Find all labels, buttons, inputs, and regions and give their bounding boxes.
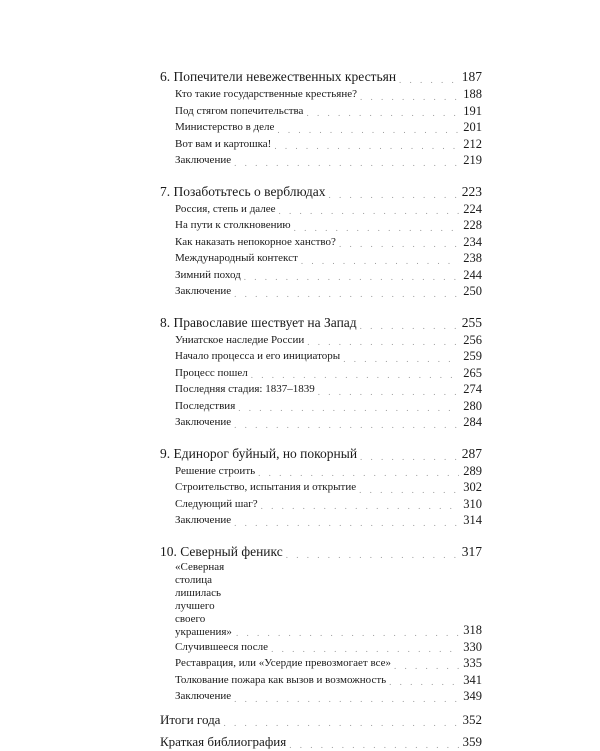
dot-leader <box>234 290 459 300</box>
section-title: Как наказать непокорное ханство? <box>175 235 336 248</box>
section-title: Заключение <box>175 690 232 702</box>
section-page-number: 302 <box>463 480 482 494</box>
dot-leader <box>318 388 459 398</box>
section-title: Начало процесса и его инициаторы <box>175 350 341 362</box>
toc-section[interactable] <box>160 332 482 349</box>
toc-section[interactable] <box>160 119 482 136</box>
section-page-number: 310 <box>463 496 482 511</box>
section-title: Реставрация, или «Усердие превозмогает все» <box>175 657 391 669</box>
toc-section[interactable] <box>160 283 482 300</box>
section-page-number: 265 <box>463 365 482 380</box>
section-page-number: 238 <box>463 251 482 265</box>
dot-leader <box>306 109 459 119</box>
toc-chapter-6[interactable] <box>160 68 482 86</box>
toc-section[interactable] <box>160 250 482 267</box>
section-page-number: 335 <box>463 656 482 670</box>
dot-leader <box>389 678 459 688</box>
dot-leader <box>307 338 459 348</box>
dot-leader <box>360 453 459 463</box>
section-title: Последствия <box>175 399 236 412</box>
section-page-number: 191 <box>463 103 482 118</box>
section-title: Международный контекст <box>175 252 298 264</box>
dot-leader <box>234 519 459 529</box>
chapter-title: 7. Позаботьтесь о верблюдах <box>160 183 326 199</box>
section-page-number: 280 <box>463 398 482 413</box>
toc-section[interactable] <box>160 136 482 153</box>
section-page-number: 259 <box>463 349 482 363</box>
section-page-number: 201 <box>463 120 482 134</box>
dot-leader <box>271 645 459 655</box>
section-title: Россия, степь и далее <box>175 202 276 215</box>
toc-section[interactable] <box>160 463 482 480</box>
toc-section[interactable] <box>160 655 482 672</box>
section-page-number: 244 <box>463 267 482 282</box>
chapter-page-number: 255 <box>461 314 482 330</box>
chapter-page-number: 223 <box>461 183 482 199</box>
section-title-line-2: лучшего своего украшения» <box>175 599 232 638</box>
toc-section[interactable] <box>160 512 482 529</box>
dot-leader <box>258 469 459 479</box>
toc-section[interactable] <box>160 348 482 365</box>
dot-leader <box>286 551 459 561</box>
toc-section[interactable] <box>160 496 482 513</box>
toc-section[interactable] <box>160 152 482 169</box>
toc-section[interactable] <box>160 365 482 382</box>
toc-back-matter-summary[interactable] <box>160 711 482 729</box>
section-title: Случившееся после <box>175 640 269 653</box>
section-title: Следующий шаг? <box>175 497 258 510</box>
chapter-page-number: 287 <box>461 445 482 461</box>
dot-leader <box>394 662 459 672</box>
dot-leader <box>289 741 459 751</box>
dot-leader <box>339 240 459 250</box>
toc-chapter-9[interactable] <box>160 445 482 463</box>
dot-leader <box>359 486 459 496</box>
toc-section[interactable] <box>160 381 482 398</box>
chapter-title: 8. Православие шествует на Запад <box>160 314 357 330</box>
section-title: Кто такие государственные крестьяне? <box>175 88 357 100</box>
back-matter-page-number: 352 <box>462 711 482 727</box>
chapter-page-number: 317 <box>461 543 482 559</box>
section-title-line-1: «Северная столица лишилась <box>175 560 225 599</box>
dot-leader <box>277 126 459 136</box>
toc-section[interactable] <box>160 201 482 218</box>
dot-leader <box>234 695 459 705</box>
section-page-number: 212 <box>463 136 482 151</box>
section-title: Заключение <box>175 154 232 166</box>
section-title: Процесс пошел <box>175 366 248 379</box>
section-page-number: 256 <box>463 332 482 347</box>
back-matter-title: Краткая библиография <box>160 733 287 749</box>
section-title: Вот вам и картошка! <box>175 137 272 150</box>
toc-section[interactable] <box>160 561 482 639</box>
toc-section[interactable] <box>160 688 482 705</box>
chapter-title: 9. Единорог буйный, но покорный <box>160 445 358 461</box>
section-page-number: 224 <box>463 201 482 216</box>
toc-section[interactable] <box>160 639 482 656</box>
dot-leader <box>261 502 459 512</box>
dot-leader <box>301 257 459 267</box>
dot-leader <box>399 76 459 86</box>
dot-leader <box>279 207 459 217</box>
toc-section[interactable] <box>160 267 482 284</box>
toc-section[interactable] <box>160 234 482 251</box>
back-matter-title: Итоги года <box>160 711 221 727</box>
toc-chapter-8[interactable] <box>160 314 482 332</box>
dot-leader <box>329 191 459 201</box>
dot-leader <box>343 355 459 365</box>
section-page-number: 289 <box>463 463 482 478</box>
section-title: Заключение <box>175 416 232 428</box>
toc-chapter-10[interactable] <box>160 543 482 561</box>
section-title: Под стягом попечительства <box>175 104 304 117</box>
toc-section[interactable] <box>160 86 482 103</box>
dot-leader <box>360 322 459 332</box>
chapter-title: 6. Попечители невежественных крестьян <box>160 69 397 84</box>
section-title <box>175 561 233 639</box>
section-title: Заключение <box>175 514 232 526</box>
chapter-page-number: 187 <box>461 69 482 84</box>
dot-leader <box>244 273 459 283</box>
toc-section[interactable] <box>160 672 482 689</box>
toc-section[interactable] <box>160 414 482 431</box>
section-title: Униатское наследие России <box>175 333 305 346</box>
back-matter-page-number: 359 <box>462 733 482 749</box>
section-page-number: 250 <box>463 284 482 298</box>
toc-back-matter-bibliography[interactable] <box>160 733 482 751</box>
section-page-number: 284 <box>463 415 482 429</box>
dot-leader <box>223 719 459 729</box>
section-title: Решение строить <box>175 464 256 477</box>
dot-leader <box>234 159 459 169</box>
dot-leader <box>251 371 459 381</box>
section-page-number: 314 <box>463 513 482 527</box>
section-page-number: 188 <box>463 87 482 101</box>
dot-leader <box>274 142 459 152</box>
toc-section[interactable] <box>160 398 482 415</box>
section-title: Строительство, испытания и открытие <box>175 481 357 493</box>
dot-leader <box>236 629 459 639</box>
toc-chapter-7[interactable] <box>160 183 482 201</box>
section-page-number: 228 <box>463 218 482 232</box>
section-page-number: 349 <box>463 689 482 703</box>
toc-section[interactable] <box>160 103 482 120</box>
section-title: Зимний поход <box>175 268 241 281</box>
section-page-number: 318 <box>463 623 482 637</box>
dot-leader <box>294 224 459 234</box>
section-page-number: 341 <box>463 672 482 687</box>
toc-section[interactable] <box>160 479 482 496</box>
section-title: Толкование пожара как вызов и возможность <box>175 673 387 686</box>
section-page-number: 234 <box>463 234 482 249</box>
section-page-number: 330 <box>463 639 482 654</box>
dot-leader <box>238 404 459 414</box>
toc-section[interactable] <box>160 217 482 234</box>
section-title: На пути к столкновению <box>175 219 291 231</box>
table-of-contents <box>160 68 482 751</box>
section-page-number: 219 <box>463 153 482 167</box>
section-page-number: 274 <box>463 382 482 396</box>
dot-leader <box>360 93 459 103</box>
dot-leader <box>234 421 459 431</box>
section-title: Заключение <box>175 285 232 297</box>
section-title: Последняя стадия: 1837–1839 <box>175 383 315 395</box>
chapter-title: 10. Северный феникс <box>160 543 283 559</box>
section-title: Министерство в деле <box>175 121 275 133</box>
